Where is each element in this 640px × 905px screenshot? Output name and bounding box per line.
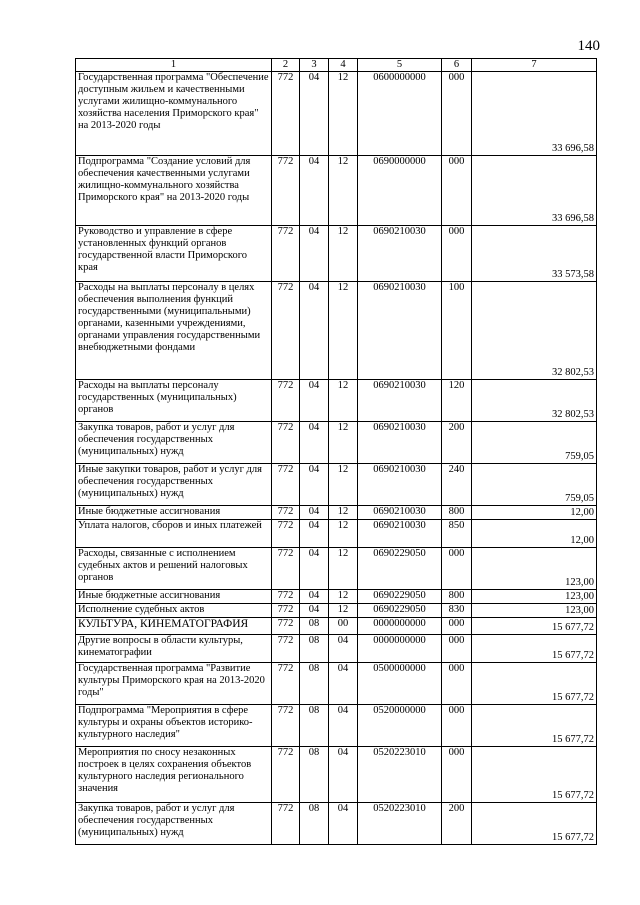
row-name: Государственная программа "Развитие культуры Приморского края на 2013-2020 годы" <box>76 663 272 705</box>
row-subsection-code: 12 <box>329 604 358 618</box>
row-amount: 759,05 <box>472 422 597 464</box>
row-amount: 123,00 <box>472 590 597 604</box>
row-name: Руководство и управление в сфере установленных функций органов государственной власти Приморского края <box>76 226 272 282</box>
row-subsection-code: 12 <box>329 72 358 156</box>
row-section-code: 04 <box>300 590 329 604</box>
column-header: 5 <box>358 59 442 72</box>
row-expense-type-code: 240 <box>442 464 472 506</box>
row-name: Закупка товаров, работ и услуг для обеспечения государственных (муниципальных) нужд <box>76 803 272 845</box>
row-ved-code: 772 <box>272 705 300 747</box>
row-expense-type-code: 850 <box>442 520 472 548</box>
table-row <box>76 226 597 282</box>
row-name: Уплата налогов, сборов и иных платежей <box>76 520 272 548</box>
row-target-code: 0690210030 <box>358 226 442 282</box>
row-amount: 15 677,72 <box>472 747 597 803</box>
row-ved-code: 772 <box>272 663 300 705</box>
row-ved-code: 772 <box>272 618 300 635</box>
table-row <box>76 548 597 590</box>
row-target-code: 0690210030 <box>358 520 442 548</box>
table-row <box>76 72 597 156</box>
row-name: Иные бюджетные ассигнования <box>76 590 272 604</box>
row-name: Мероприятия по сносу незаконных построек в целях сохранения объектов культурного наследия регионального значения <box>76 747 272 803</box>
row-ved-code: 772 <box>272 747 300 803</box>
row-subsection-code: 12 <box>329 590 358 604</box>
row-target-code: 0520223010 <box>358 747 442 803</box>
row-section-code: 08 <box>300 747 329 803</box>
row-name: Закупка товаров, работ и услуг для обеспечения государственных (муниципальных) нужд <box>76 422 272 464</box>
table-row <box>76 618 597 635</box>
row-section-code: 04 <box>300 520 329 548</box>
row-expense-type-code: 200 <box>442 803 472 845</box>
row-target-code: 0520223010 <box>358 803 442 845</box>
row-section-code: 04 <box>300 506 329 520</box>
row-ved-code: 772 <box>272 226 300 282</box>
row-ved-code: 772 <box>272 803 300 845</box>
row-ved-code: 772 <box>272 464 300 506</box>
row-amount: 15 677,72 <box>472 705 597 747</box>
row-name: Подпрограмма "Создание условий для обеспечения качественными услугами жилищно-коммунального хозяйства Приморского края" на 2013-2020 годы <box>76 156 272 226</box>
row-amount: 123,00 <box>472 604 597 618</box>
row-section-code: 04 <box>300 604 329 618</box>
row-ved-code: 772 <box>272 282 300 380</box>
row-ved-code: 772 <box>272 72 300 156</box>
row-subsection-code: 12 <box>329 464 358 506</box>
table-row <box>76 282 597 380</box>
row-ved-code: 772 <box>272 506 300 520</box>
row-section-code: 04 <box>300 464 329 506</box>
row-subsection-code: 04 <box>329 705 358 747</box>
row-expense-type-code: 000 <box>442 72 472 156</box>
row-section-code: 04 <box>300 72 329 156</box>
header-row <box>76 59 597 72</box>
column-header: 6 <box>442 59 472 72</box>
row-subsection-code: 00 <box>329 618 358 635</box>
row-target-code: 0000000000 <box>358 635 442 663</box>
row-expense-type-code: 120 <box>442 380 472 422</box>
row-expense-type-code: 000 <box>442 226 472 282</box>
row-name: Иные закупки товаров, работ и услуг для обеспечения государственных (муниципальных) нужд <box>76 464 272 506</box>
row-subsection-code: 04 <box>329 663 358 705</box>
row-ved-code: 772 <box>272 156 300 226</box>
table-row <box>76 604 597 618</box>
row-subsection-code: 12 <box>329 422 358 464</box>
row-target-code: 0000000000 <box>358 618 442 635</box>
table-row <box>76 705 597 747</box>
row-subsection-code: 12 <box>329 380 358 422</box>
row-target-code: 0690229050 <box>358 604 442 618</box>
table-row <box>76 380 597 422</box>
row-section-code: 04 <box>300 156 329 226</box>
column-header: 4 <box>329 59 358 72</box>
row-amount: 759,05 <box>472 464 597 506</box>
row-subsection-code: 04 <box>329 747 358 803</box>
row-amount: 123,00 <box>472 548 597 590</box>
row-ved-code: 772 <box>272 604 300 618</box>
row-amount: 15 677,72 <box>472 663 597 705</box>
row-section-code: 08 <box>300 635 329 663</box>
row-name: Расходы на выплаты персоналу в целях обеспечения выполнения функций государственными (муниципальными) органами, казенными учреждениями, органами управления государственными внебюджетными фондами <box>76 282 272 380</box>
row-amount: 15 677,72 <box>472 635 597 663</box>
row-target-code: 0690229050 <box>358 548 442 590</box>
row-section-code: 08 <box>300 663 329 705</box>
row-expense-type-code: 000 <box>442 635 472 663</box>
row-target-code: 0690210030 <box>358 506 442 520</box>
row-target-code: 0690229050 <box>358 590 442 604</box>
row-amount: 15 677,72 <box>472 803 597 845</box>
row-target-code: 0520000000 <box>358 705 442 747</box>
row-ved-code: 772 <box>272 635 300 663</box>
row-expense-type-code: 830 <box>442 604 472 618</box>
row-section-code: 04 <box>300 548 329 590</box>
row-subsection-code: 12 <box>329 548 358 590</box>
column-header: 1 <box>76 59 272 72</box>
row-expense-type-code: 000 <box>442 548 472 590</box>
table-row <box>76 520 597 548</box>
row-ved-code: 772 <box>272 520 300 548</box>
row-name: Расходы, связанные с исполнением судебных актов и решений налоговых органов <box>76 548 272 590</box>
row-expense-type-code: 200 <box>442 422 472 464</box>
table-row <box>76 747 597 803</box>
row-subsection-code: 12 <box>329 156 358 226</box>
row-target-code: 0690000000 <box>358 156 442 226</box>
row-expense-type-code: 000 <box>442 747 472 803</box>
table-row <box>76 422 597 464</box>
row-name: Другие вопросы в области культуры, кинематографии <box>76 635 272 663</box>
row-expense-type-code: 100 <box>442 282 472 380</box>
row-subsection-code: 12 <box>329 226 358 282</box>
table-row <box>76 464 597 506</box>
row-target-code: 0690210030 <box>358 464 442 506</box>
row-subsection-code: 12 <box>329 506 358 520</box>
row-section-code: 04 <box>300 226 329 282</box>
row-expense-type-code: 000 <box>442 705 472 747</box>
row-amount: 33 696,58 <box>472 156 597 226</box>
row-ved-code: 772 <box>272 380 300 422</box>
row-expense-type-code: 000 <box>442 156 472 226</box>
row-ved-code: 772 <box>272 548 300 590</box>
row-section-code: 08 <box>300 618 329 635</box>
page-number: 140 <box>577 38 600 54</box>
row-amount: 33 573,58 <box>472 226 597 282</box>
row-target-code: 0690210030 <box>358 380 442 422</box>
row-subsection-code: 04 <box>329 803 358 845</box>
row-section-code: 04 <box>300 380 329 422</box>
row-ved-code: 772 <box>272 422 300 464</box>
row-subsection-code: 12 <box>329 282 358 380</box>
row-expense-type-code: 800 <box>442 590 472 604</box>
row-section-code: 04 <box>300 422 329 464</box>
column-header: 2 <box>272 59 300 72</box>
row-name: Государственная программа "Обеспечение доступным жильем и качественными услугами жилищно-коммунального хозяйства населения Приморского края" на 2013-2020 годы <box>76 72 272 156</box>
row-target-code: 0600000000 <box>358 72 442 156</box>
row-target-code: 0500000000 <box>358 663 442 705</box>
table-row <box>76 506 597 520</box>
row-expense-type-code: 000 <box>442 618 472 635</box>
row-amount: 12,00 <box>472 520 597 548</box>
row-amount: 32 802,53 <box>472 380 597 422</box>
row-subsection-code: 04 <box>329 635 358 663</box>
row-amount: 33 696,58 <box>472 72 597 156</box>
row-section-code: 08 <box>300 705 329 747</box>
table-row <box>76 803 597 845</box>
row-section-code: 08 <box>300 803 329 845</box>
row-name: Расходы на выплаты персоналу государственных (муниципальных) органов <box>76 380 272 422</box>
column-header: 3 <box>300 59 329 72</box>
row-amount: 32 802,53 <box>472 282 597 380</box>
column-header: 7 <box>472 59 597 72</box>
table-row <box>76 156 597 226</box>
row-expense-type-code: 800 <box>442 506 472 520</box>
row-target-code: 0690210030 <box>358 422 442 464</box>
row-target-code: 0690210030 <box>358 282 442 380</box>
table-row <box>76 590 597 604</box>
row-amount: 12,00 <box>472 506 597 520</box>
row-name: КУЛЬТУРА, КИНЕМАТОГРАФИЯ <box>76 618 272 635</box>
row-section-code: 04 <box>300 282 329 380</box>
row-name: Иные бюджетные ассигнования <box>76 506 272 520</box>
row-name: Подпрограмма "Мероприятия в сфере культуры и охраны объектов историко-культурного наследия" <box>76 705 272 747</box>
row-name: Исполнение судебных актов <box>76 604 272 618</box>
table-row <box>76 635 597 663</box>
row-subsection-code: 12 <box>329 520 358 548</box>
row-amount: 15 677,72 <box>472 618 597 635</box>
row-expense-type-code: 000 <box>442 663 472 705</box>
row-ved-code: 772 <box>272 590 300 604</box>
table-row <box>76 663 597 705</box>
budget-table <box>75 58 597 845</box>
